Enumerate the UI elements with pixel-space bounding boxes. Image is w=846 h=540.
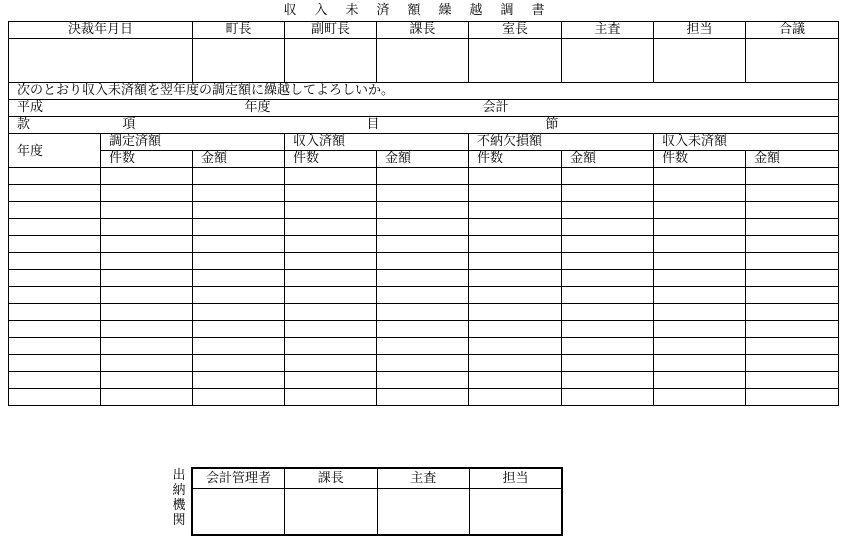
amount-cell[interactable]	[746, 389, 839, 406]
amount-cell[interactable]	[746, 321, 839, 338]
count-cell[interactable]	[654, 338, 746, 355]
approval-header-consultation: 合議	[746, 22, 839, 39]
carryover-form	[8, 21, 839, 406]
approval-header-mayor: 町長	[193, 22, 285, 39]
cashier-header-accounting-manager: 会計管理者	[192, 468, 285, 489]
data-rows	[9, 168, 839, 406]
group-outstanding: 収入未済額	[654, 134, 839, 151]
count-cell[interactable]	[285, 389, 377, 406]
cashier-stamp-accounting-manager[interactable]	[192, 489, 285, 536]
cashier-stamp-staff[interactable]	[470, 489, 563, 536]
amount-cell[interactable]	[377, 389, 469, 406]
amount-cell[interactable]	[746, 253, 839, 270]
amount-cell[interactable]	[193, 185, 285, 202]
amount-cell[interactable]	[562, 338, 654, 355]
stamp-cell-staff[interactable]	[654, 39, 746, 83]
year-cell[interactable]	[9, 304, 101, 321]
count-cell[interactable]	[101, 219, 193, 236]
amount-cell[interactable]	[562, 372, 654, 389]
year-cell[interactable]	[9, 287, 101, 304]
year-cell[interactable]	[9, 389, 101, 406]
subheader-count: 件数	[101, 151, 193, 168]
table-row	[9, 185, 839, 202]
count-cell[interactable]	[101, 321, 193, 338]
amount-cell[interactable]	[562, 202, 654, 219]
stamp-cell-consultation[interactable]	[746, 39, 839, 83]
amount-cell[interactable]	[193, 389, 285, 406]
count-cell[interactable]	[285, 270, 377, 287]
count-cell[interactable]	[469, 389, 562, 406]
year-cell[interactable]	[9, 355, 101, 372]
amount-cell[interactable]	[377, 202, 469, 219]
amount-cell[interactable]	[746, 355, 839, 372]
amount-cell[interactable]	[562, 236, 654, 253]
count-cell[interactable]	[285, 168, 377, 185]
count-cell[interactable]	[285, 321, 377, 338]
year-cell[interactable]	[9, 168, 101, 185]
subheader-row	[9, 151, 839, 168]
count-cell[interactable]	[101, 389, 193, 406]
amount-cell[interactable]	[377, 270, 469, 287]
amount-cell[interactable]	[562, 168, 654, 185]
count-cell[interactable]	[654, 168, 746, 185]
amount-cell[interactable]	[193, 236, 285, 253]
period-row	[9, 100, 839, 117]
amount-cell[interactable]	[746, 185, 839, 202]
amount-cell[interactable]	[193, 270, 285, 287]
year-cell[interactable]	[9, 270, 101, 287]
approval-header-staff: 担当	[654, 22, 746, 39]
count-cell[interactable]	[469, 338, 562, 355]
count-cell[interactable]	[285, 185, 377, 202]
count-cell[interactable]	[101, 338, 193, 355]
table-row	[9, 253, 839, 270]
cashier-label-char: 出	[172, 468, 186, 483]
table-row	[9, 219, 839, 236]
table-row	[9, 304, 839, 321]
cashier-header-row	[192, 468, 562, 489]
year-cell[interactable]	[9, 236, 101, 253]
table-row	[9, 338, 839, 355]
amount-cell[interactable]	[746, 168, 839, 185]
count-cell[interactable]	[101, 185, 193, 202]
amount-cell[interactable]	[377, 355, 469, 372]
year-cell[interactable]	[9, 338, 101, 355]
approval-header-section-chief: 課長	[377, 22, 469, 39]
cashier-approval-table	[191, 467, 563, 536]
table-row	[9, 270, 839, 287]
cashier-header-staff: 担当	[470, 468, 563, 489]
count-cell[interactable]	[285, 338, 377, 355]
subheader-amount: 金額	[193, 151, 285, 168]
count-cell[interactable]	[654, 304, 746, 321]
cashier-label-char: 関	[172, 513, 186, 528]
amount-cell[interactable]	[746, 236, 839, 253]
statement-row	[9, 83, 839, 100]
stamp-cell-section-chief[interactable]	[377, 39, 469, 83]
count-cell[interactable]	[101, 287, 193, 304]
cashier-stamp-row	[192, 489, 562, 536]
statement-text: 次のとおり収入未済額を翌年度の調定額に繰越してよろしいか。	[9, 83, 839, 100]
count-cell[interactable]	[469, 304, 562, 321]
count-cell[interactable]	[285, 236, 377, 253]
amount-cell[interactable]	[377, 219, 469, 236]
amount-cell[interactable]	[562, 321, 654, 338]
count-cell[interactable]	[469, 219, 562, 236]
cashier-vertical-label	[171, 468, 187, 528]
amount-cell[interactable]	[746, 219, 839, 236]
subheader-count: 件数	[654, 151, 746, 168]
table-row	[9, 287, 839, 304]
amount-cell[interactable]	[377, 372, 469, 389]
table-row	[9, 372, 839, 389]
approval-stamp-row	[9, 39, 839, 83]
subheader-amount: 金額	[562, 151, 654, 168]
amount-cell[interactable]	[746, 287, 839, 304]
count-cell[interactable]	[101, 236, 193, 253]
stamp-cell-office-chief[interactable]	[469, 39, 562, 83]
year-cell[interactable]	[9, 219, 101, 236]
stamp-cell-mayor[interactable]	[193, 39, 285, 83]
group-written-off: 不納欠損額	[469, 134, 654, 151]
year-cell[interactable]	[9, 253, 101, 270]
amount-cell[interactable]	[193, 321, 285, 338]
count-cell[interactable]	[469, 253, 562, 270]
amount-cell[interactable]	[562, 355, 654, 372]
amount-cell[interactable]	[377, 321, 469, 338]
subheader-amount: 金額	[377, 151, 469, 168]
table-row	[9, 236, 839, 253]
stamp-cell-deputy-mayor[interactable]	[285, 39, 377, 83]
count-cell[interactable]	[285, 287, 377, 304]
amount-cell[interactable]	[193, 202, 285, 219]
count-cell[interactable]	[469, 185, 562, 202]
amount-cell[interactable]	[193, 304, 285, 321]
amount-cell[interactable]	[562, 287, 654, 304]
amount-cell[interactable]	[562, 253, 654, 270]
count-cell[interactable]	[654, 321, 746, 338]
era-label: 平成	[9, 100, 193, 117]
count-cell[interactable]	[285, 253, 377, 270]
table-row	[9, 321, 839, 338]
year-cell[interactable]	[9, 321, 101, 338]
count-cell[interactable]	[654, 355, 746, 372]
moku-label: 目	[285, 117, 469, 134]
count-cell[interactable]	[469, 355, 562, 372]
count-cell[interactable]	[469, 270, 562, 287]
amount-cell[interactable]	[193, 219, 285, 236]
count-cell[interactable]	[101, 202, 193, 219]
count-cell[interactable]	[285, 202, 377, 219]
count-cell[interactable]	[654, 287, 746, 304]
group-header-row	[9, 134, 839, 151]
table-row	[9, 168, 839, 185]
amount-cell[interactable]	[377, 287, 469, 304]
year-cell[interactable]	[9, 372, 101, 389]
stamp-cell-inspector[interactable]	[562, 39, 654, 83]
count-cell[interactable]	[101, 372, 193, 389]
approval-header-office-chief: 室長	[469, 22, 562, 39]
count-cell[interactable]	[101, 270, 193, 287]
table-row	[9, 355, 839, 372]
table-row	[9, 389, 839, 406]
group-received: 収入済額	[285, 134, 469, 151]
group-assessed: 調定済額	[101, 134, 285, 151]
table-row	[9, 202, 839, 219]
count-cell[interactable]	[654, 202, 746, 219]
year-header: 年度	[9, 134, 101, 168]
approval-date-cell[interactable]	[9, 39, 193, 83]
cashier-header-inspector: 主査	[377, 468, 470, 489]
count-cell[interactable]	[101, 355, 193, 372]
amount-cell[interactable]	[562, 270, 654, 287]
approval-header-deputy-mayor: 副町長	[285, 22, 377, 39]
amount-cell[interactable]	[377, 338, 469, 355]
amount-cell[interactable]	[193, 372, 285, 389]
count-cell[interactable]	[469, 168, 562, 185]
count-cell[interactable]	[654, 270, 746, 287]
count-cell[interactable]	[654, 219, 746, 236]
category-blank	[654, 117, 839, 134]
count-cell[interactable]	[101, 253, 193, 270]
setsu-label: 節	[469, 117, 654, 134]
subheader-amount: 金額	[746, 151, 839, 168]
amount-cell[interactable]	[746, 338, 839, 355]
fiscal-year-label: 年度	[193, 100, 469, 117]
kou-label: 項	[101, 117, 285, 134]
amount-cell[interactable]	[377, 236, 469, 253]
amount-cell[interactable]	[193, 287, 285, 304]
amount-cell[interactable]	[562, 219, 654, 236]
amount-cell[interactable]	[746, 270, 839, 287]
amount-cell[interactable]	[193, 355, 285, 372]
amount-cell[interactable]	[377, 304, 469, 321]
amount-cell[interactable]	[746, 372, 839, 389]
subheader-count: 件数	[285, 151, 377, 168]
cashier-label-char: 機	[172, 498, 186, 513]
cashier-stamp-section-chief[interactable]	[285, 489, 378, 536]
count-cell[interactable]	[101, 168, 193, 185]
count-cell[interactable]	[285, 372, 377, 389]
count-cell[interactable]	[469, 372, 562, 389]
subheader-count: 件数	[469, 151, 562, 168]
amount-cell[interactable]	[377, 253, 469, 270]
count-cell[interactable]	[285, 355, 377, 372]
amount-cell[interactable]	[562, 185, 654, 202]
count-cell[interactable]	[469, 321, 562, 338]
amount-cell[interactable]	[193, 253, 285, 270]
count-cell[interactable]	[469, 202, 562, 219]
amount-cell[interactable]	[377, 185, 469, 202]
kan-label: 款	[9, 117, 101, 134]
cashier-label-char: 納	[172, 483, 186, 498]
count-cell[interactable]	[285, 219, 377, 236]
category-row	[9, 117, 839, 134]
amount-cell[interactable]	[746, 202, 839, 219]
approval-date-header: 決裁年月日	[9, 22, 193, 39]
amount-cell[interactable]	[193, 168, 285, 185]
count-cell[interactable]	[469, 236, 562, 253]
count-cell[interactable]	[654, 389, 746, 406]
amount-cell[interactable]	[193, 338, 285, 355]
approval-header-inspector: 主査	[562, 22, 654, 39]
count-cell[interactable]	[654, 236, 746, 253]
approval-header-row	[9, 22, 839, 39]
cashier-stamp-inspector[interactable]	[377, 489, 470, 536]
count-cell[interactable]	[654, 185, 746, 202]
year-cell[interactable]	[9, 202, 101, 219]
count-cell[interactable]	[654, 372, 746, 389]
amount-cell[interactable]	[562, 389, 654, 406]
count-cell[interactable]	[469, 287, 562, 304]
amount-cell[interactable]	[377, 168, 469, 185]
cashier-header-section-chief: 課長	[285, 468, 378, 489]
count-cell[interactable]	[101, 304, 193, 321]
count-cell[interactable]	[654, 253, 746, 270]
account-label: 会計	[469, 100, 839, 117]
count-cell[interactable]	[285, 304, 377, 321]
document-title: 収入未済額繰越調書	[283, 3, 563, 18]
amount-cell[interactable]	[562, 304, 654, 321]
year-cell[interactable]	[9, 185, 101, 202]
amount-cell[interactable]	[746, 304, 839, 321]
